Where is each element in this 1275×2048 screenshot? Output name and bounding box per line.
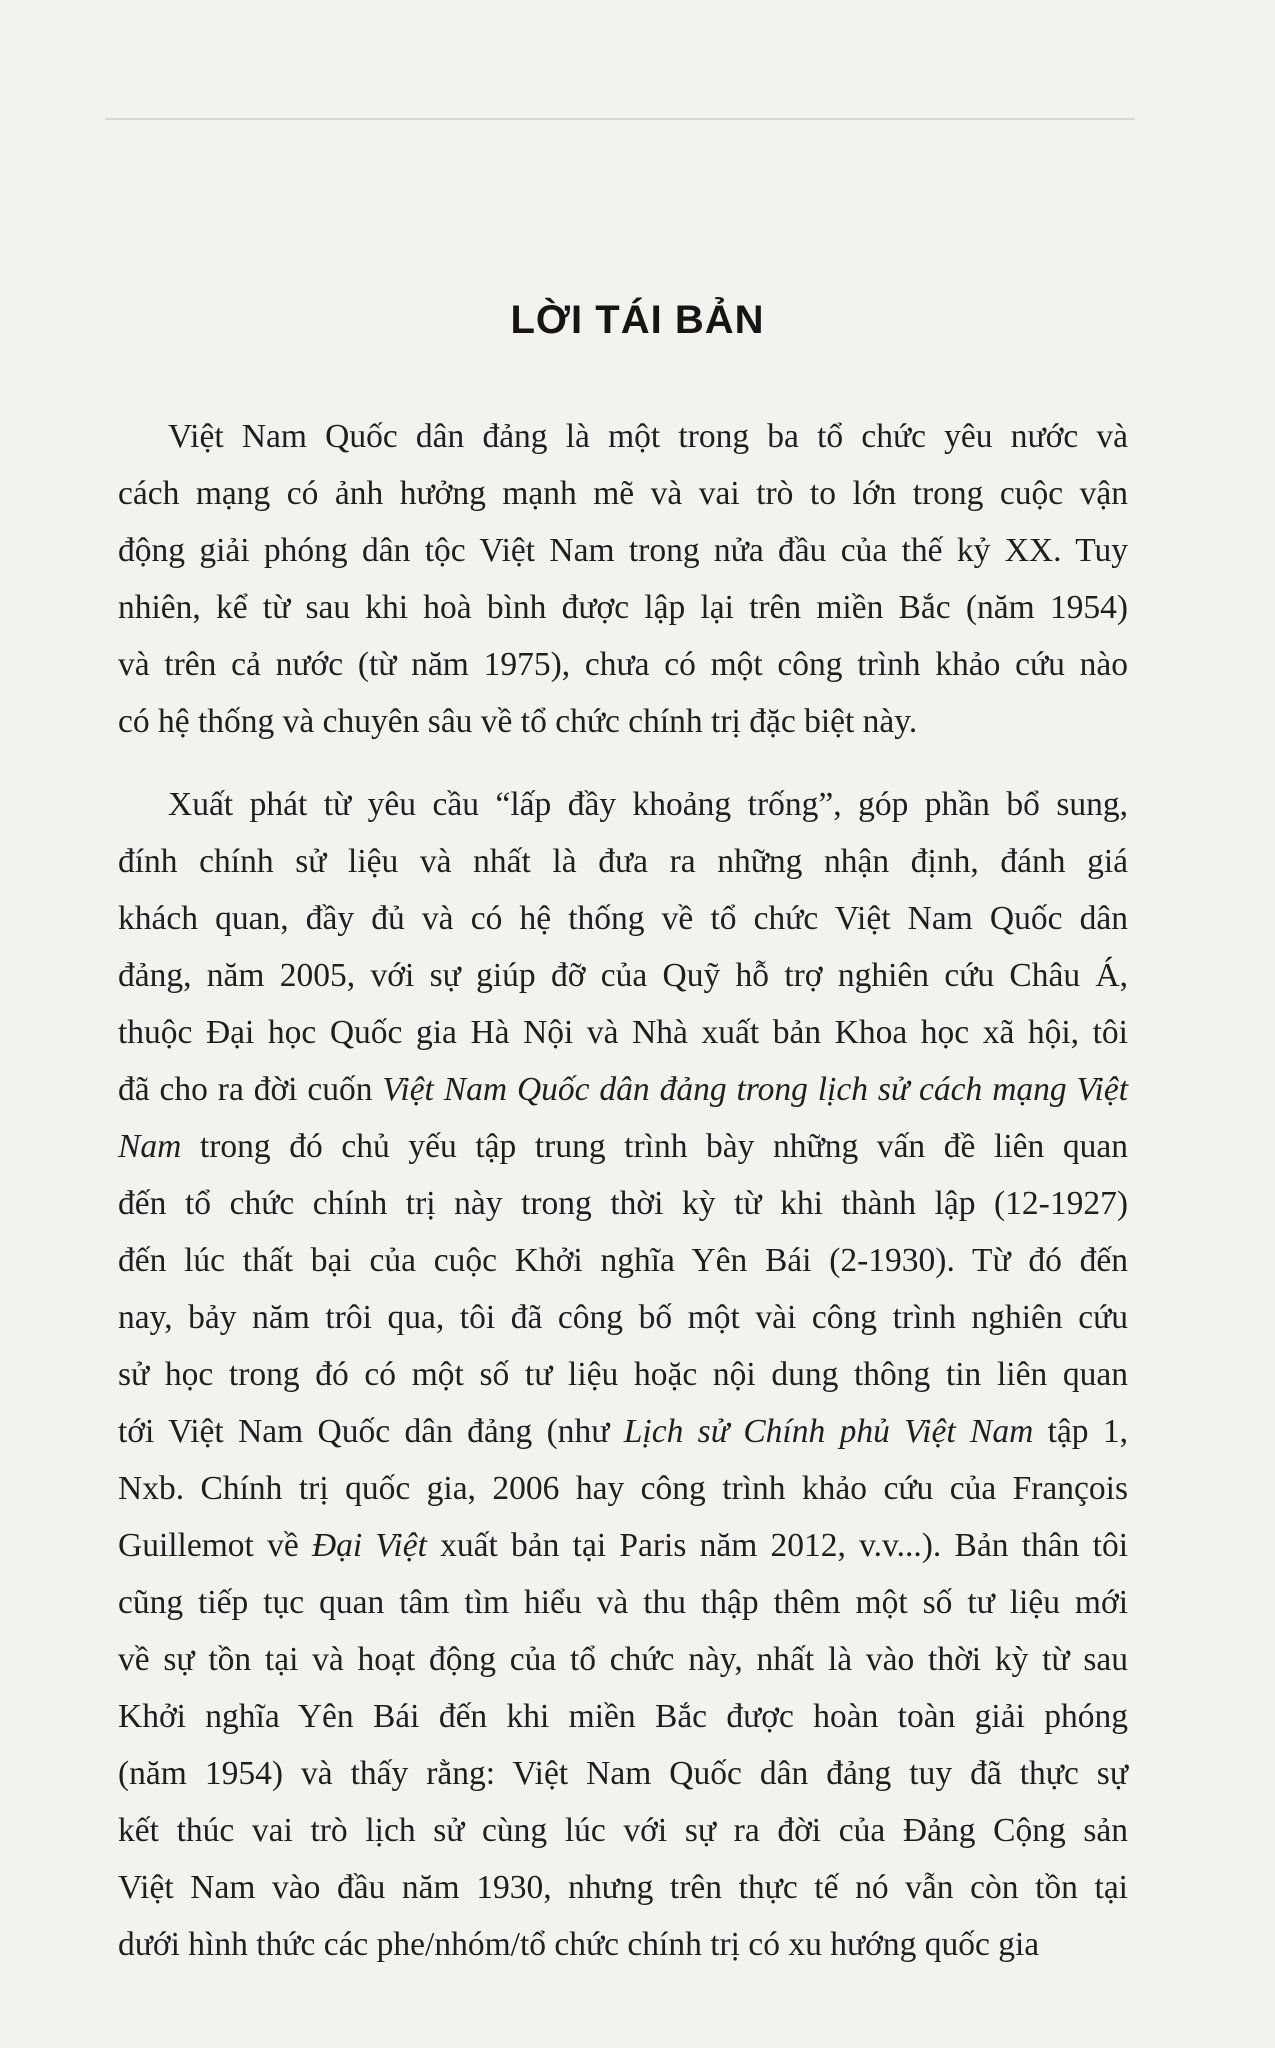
text-segment: động giải phóng dân tộc Việt Nam trong nửa đầu của thế kỷ XX. Tuy	[118, 532, 1128, 569]
text-line	[118, 522, 1128, 579]
text-segment: tới Việt Nam Quốc dân đảng (như	[118, 1413, 624, 1450]
italic-title-text: Lịch sử Chính phủ Việt Nam	[623, 1413, 1034, 1450]
text-segment: sử học trong đó có một số tư liệu hoặc nội dung thông tin liên quan	[118, 1356, 1128, 1393]
text-line	[118, 636, 1128, 693]
text-line	[118, 947, 1128, 1004]
text-segment: đảng, năm 2005, với sự giúp đỡ của Quỹ hỗ trợ nghiên cứu Châu Á,	[118, 957, 1128, 994]
text-line	[118, 1631, 1128, 1688]
text-segment: và trên cả nước (từ năm 1975), chưa có một công trình khảo cứu nào	[118, 646, 1128, 683]
text-segment: Xuất phát từ yêu cầu “lấp đầy khoảng trống”, góp phần bổ sung,	[168, 786, 1128, 823]
text-segment: Guillemot về	[118, 1527, 312, 1564]
text-segment: nhiên, kể từ sau khi hoà bình được lập lại trên miền Bắc (năm 1954)	[118, 589, 1128, 626]
text-segment: nay, bảy năm trôi qua, tôi đã công bố một vài công trình nghiên cứu	[118, 1299, 1128, 1336]
text-line	[118, 1118, 1128, 1175]
text-line	[118, 1802, 1128, 1859]
text-line	[118, 465, 1128, 522]
text-line	[118, 693, 1128, 750]
text-line	[118, 579, 1128, 636]
text-line	[118, 833, 1128, 890]
text-segment: thuộc Đại học Quốc gia Hà Nội và Nhà xuất bản Khoa học xã hội, tôi	[118, 1014, 1128, 1051]
text-segment: khách quan, đầy đủ và có hệ thống về tổ chức Việt Nam Quốc dân	[118, 900, 1128, 937]
text-line	[118, 1061, 1128, 1118]
text-segment: xuất bản tại Paris năm 2012, v.v...). Bản thân tôi	[426, 1527, 1128, 1564]
text-segment: tập 1,	[1033, 1413, 1129, 1450]
bleed-through-header-rule	[105, 118, 1135, 120]
text-segment: cũng tiếp tục quan tâm tìm hiểu và thu thập thêm một số tư liệu mới	[118, 1584, 1128, 1621]
text-segment: cách mạng có ảnh hưởng mạnh mẽ và vai trò to lớn trong cuộc vận	[118, 475, 1128, 512]
text-segment: đến tổ chức chính trị này trong thời kỳ từ khi thành lập (12-1927)	[118, 1185, 1128, 1222]
italic-title-text: Nam	[118, 1128, 182, 1165]
text-line	[118, 1745, 1128, 1802]
text-line	[118, 1232, 1128, 1289]
text-line	[118, 1859, 1128, 1916]
text-line	[118, 1688, 1128, 1745]
italic-title-text: Việt Nam Quốc dân đảng trong lịch sử cách mạng Việt	[382, 1071, 1128, 1108]
paragraph	[118, 776, 1128, 1973]
text-line	[118, 1517, 1128, 1574]
text-line	[118, 1289, 1128, 1346]
text-segment: Khởi nghĩa Yên Bái đến khi miền Bắc được hoàn toàn giải phóng	[118, 1698, 1128, 1735]
text-segment: Việt Nam vào đầu năm 1930, nhưng trên thực tế nó vẫn còn tồn tại	[118, 1869, 1128, 1906]
body-text	[118, 408, 1128, 1999]
italic-title-text: Đại Việt	[311, 1527, 427, 1564]
text-segment: Việt Nam Quốc dân đảng là một trong ba tổ chức yêu nước và	[168, 418, 1128, 455]
text-line	[118, 1460, 1128, 1517]
text-segment: Nxb. Chính trị quốc gia, 2006 hay công trình khảo cứu của François	[118, 1470, 1128, 1507]
text-line	[118, 1574, 1128, 1631]
text-segment: có hệ thống và chuyên sâu về tổ chức chính trị đặc biệt này.	[118, 703, 918, 740]
text-line	[118, 1916, 1128, 1973]
text-line	[118, 1403, 1128, 1460]
text-segment: dưới hình thức các phe/nhóm/tổ chức chính trị có xu hướng quốc gia	[118, 1926, 1040, 1963]
text-segment: (năm 1954) và thấy rằng: Việt Nam Quốc dân đảng tuy đã thực sự	[118, 1755, 1128, 1792]
text-line	[118, 890, 1128, 947]
text-segment: về sự tồn tại và hoạt động của tổ chức này, nhất là vào thời kỳ từ sau	[118, 1641, 1128, 1678]
text-segment: đã cho ra đời cuốn	[118, 1071, 383, 1108]
text-line	[118, 776, 1128, 833]
text-line	[118, 408, 1128, 465]
page-title: LỜI TÁI BẢN	[510, 298, 765, 342]
paragraph	[118, 408, 1128, 750]
text-line	[118, 1004, 1128, 1061]
text-segment: đến lúc thất bại của cuộc Khởi nghĩa Yên Bái (2-1930). Từ đó đến	[118, 1242, 1128, 1279]
text-segment: đính chính sử liệu và nhất là đưa ra những nhận định, đánh giá	[118, 843, 1128, 880]
text-line	[118, 1175, 1128, 1232]
text-segment: trong đó chủ yếu tập trung trình bày những vấn đề liên quan	[181, 1128, 1128, 1165]
text-segment: kết thúc vai trò lịch sử cùng lúc với sự ra đời của Đảng Cộng sản	[118, 1812, 1128, 1849]
text-line	[118, 1346, 1128, 1403]
